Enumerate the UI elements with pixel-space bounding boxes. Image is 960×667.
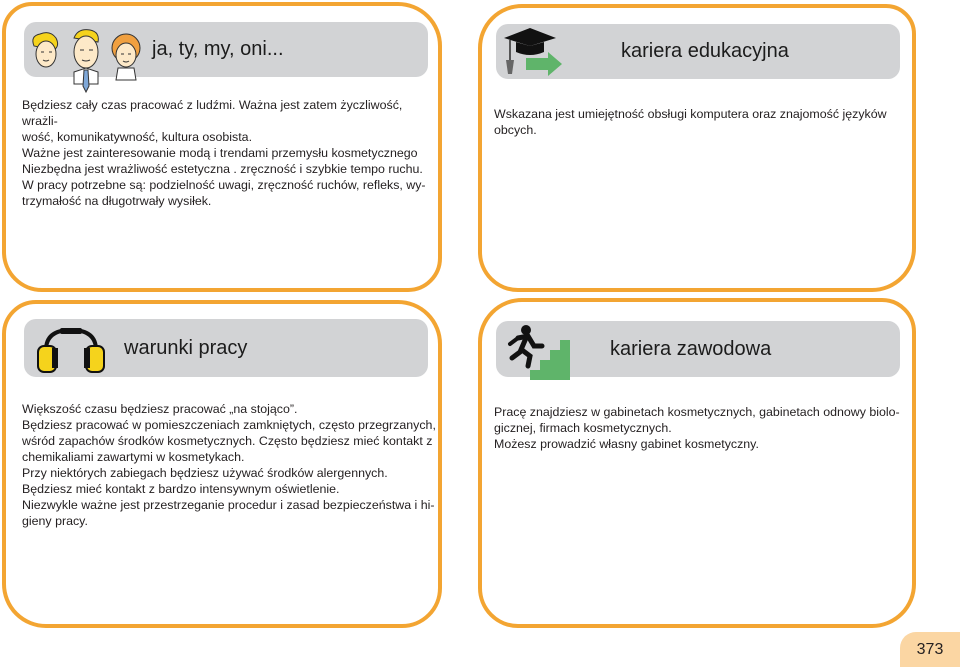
section-title: kariera zawodowa: [610, 337, 772, 360]
stairs-runner-icon: [504, 324, 574, 380]
section-text-people: Będziesz cały czas pracować z ludźmi. Ważna jest zatem życzliwość, wrażli- wość, komunikatywność, kultura osobista. Ważne jest zainteresowanie modą i trendami przemysłu kosmetycznego Niezbędna jest wrażliwość estetyczna . zręczność i szybkie tempo ruchu. W pracy potrzebne są: podzielność uwagi, zręczność ruchów, refleks, wy- trzymałość na długotrwały wysiłek.: [22, 98, 426, 208]
section-title: ja, ty, my, oni...: [152, 38, 284, 60]
headphones-icon: [36, 326, 106, 374]
section-text-education: Wskazana jest umiejętność obsługi komputera oraz znajomość języków obcych.: [494, 107, 887, 137]
card-career: [478, 298, 916, 628]
page-number: 373: [900, 632, 960, 667]
section-text-career: Pracę znajdziesz w gabinetach kosmetycznych, gabinetach odnowy biolo- gicznej, firmach kosmetycznych. Możesz prowadzić własny gabinet kosmetyczny.: [494, 405, 900, 451]
card-education: [478, 4, 916, 292]
graduation-cap-icon: [500, 24, 568, 80]
card-people: [2, 2, 442, 292]
section-title: kariera edukacyjna: [621, 40, 789, 62]
section-text-conditions: Większość czasu będziesz pracować „na stojąco”. Będziesz pracować w pomieszczeniach zamkniętych, często przegrzanych, wśród zapachów środków kosmetycznych. Często będziesz mieć kontakt z chemikaliami zawartymi w kosmetykach. Przy niektórych zabiegach będziesz używać środków alergennych. Będziesz mieć kontakt z bardzo intensywnym oświetlenie. Niezwykle ważne jest przestrzeganie procedur i zasad bezpieczeństwa i hi- gieny pracy.: [22, 402, 436, 528]
card-conditions: [2, 300, 442, 628]
section-title: warunki pracy: [124, 336, 248, 359]
people-icon: [26, 28, 146, 100]
